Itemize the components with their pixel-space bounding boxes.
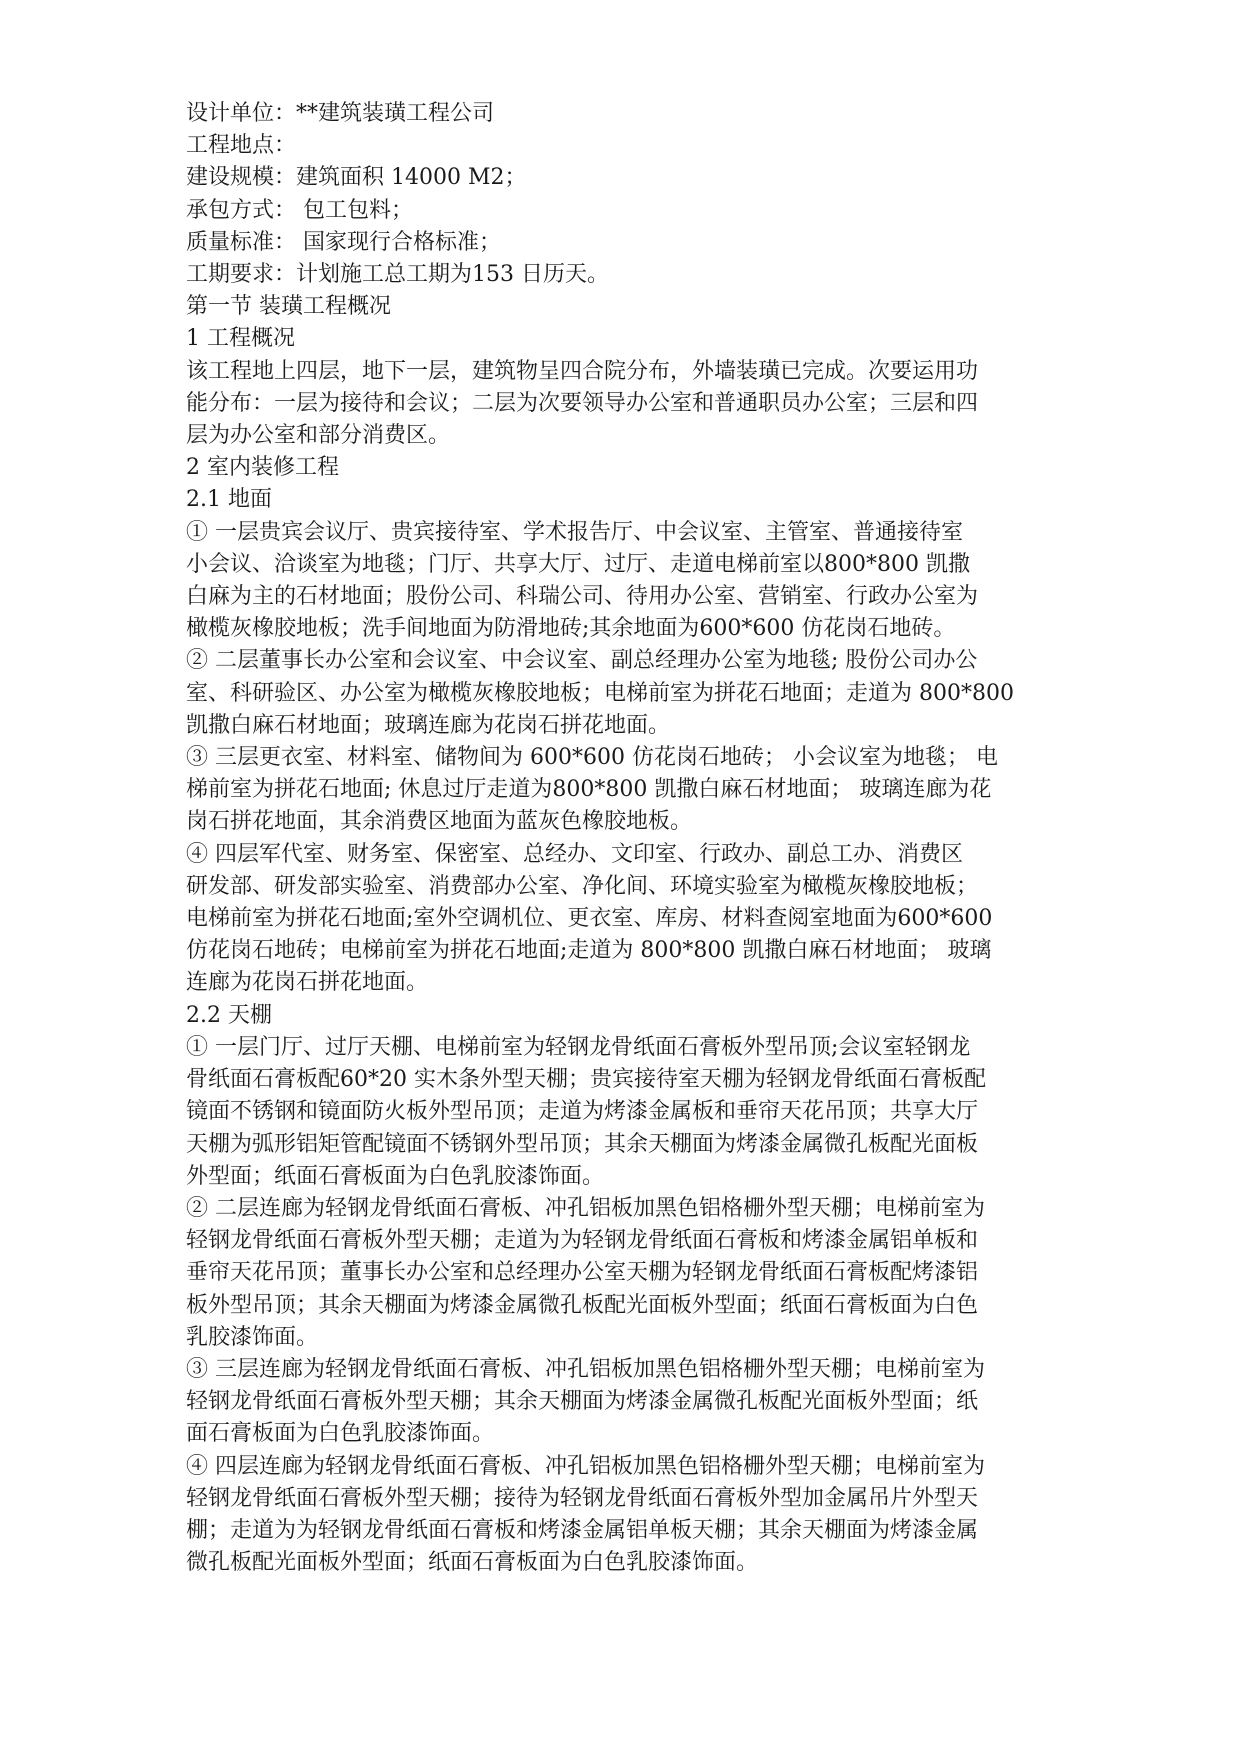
text-line: 垂帘天花吊顶；董事长办公室和总经理办公室天棚为轻钢龙骨纸面石膏板配烤漆铝 [186,1260,979,1286]
text-line: 连廊为花岗石拼花地面。 [186,970,429,996]
text-line: 层为办公室和部分消费区。 [186,423,451,449]
ceiling-item-4 [186,1451,1086,1580]
construction-scale: 建设规模：建筑面积 14000 M2； [186,165,527,191]
text-line: 研发部、研发部实验室、消费部办公室、净化间、环境实验室为橄榄灰橡胶地板； [186,873,979,899]
text-line: ③ 三层更衣室、材料室、储物间为 600*600 仿花岗石地砖； 小会议室为地毯； 电 [186,745,998,771]
text-line: 梯前室为拼花石地面; 休息过厅走道为800*800 凯撒白麻石材地面； 玻璃连廊为花 [186,777,992,803]
text-line: 电梯前室为拼花石地面;室外空调机位、更衣室、库房、材料查阅室地面为600*600 [186,906,993,932]
text-line: 白麻为主的石材地面；股份公司、科瑞公司、待用办公室、营销室、行政办公室为 [186,584,979,610]
floor-heading: 2.1 地面 [186,487,272,513]
ceiling-item-3 [186,1354,1086,1451]
text-line: ① 一层门厅、过厅天棚、电梯前室为轻钢龙骨纸面石膏板外型吊顶;会议室轻钢龙 [186,1034,971,1060]
section-title: 第一节 装璜工程概况 [186,294,391,320]
text-line: ② 二层董事长办公室和会议室、中会议室、副总经理办公室为地毯; 股份公司办公 [186,648,978,674]
text-line: ③ 三层连廊为轻钢龙骨纸面石膏板、冲孔铝板加黑色铝格栅外型天棚；电梯前室为 [186,1356,985,1382]
schedule-requirement: 工期要求：计划施工总工期为153 日历天。 [186,262,609,288]
text-line: 轻钢龙骨纸面石膏板外型天棚；其余天棚面为烤漆金属微孔板配光面板外型面；纸 [186,1389,979,1415]
text-line: 微孔板配光面板外型面；纸面石膏板面为白色乳胶漆饰面。 [186,1550,759,1576]
document-page [186,98,1086,1579]
text-line: 乳胶漆饰面。 [186,1324,319,1350]
text-line: 能分布：一层为接待和会议；二层为次要领导办公室和普通职员办公室；三层和四 [186,390,979,416]
contract-method: 承包方式： 包工包料； [186,197,413,223]
floor-item-2 [186,645,1086,742]
floor-item-1 [186,517,1086,646]
text-line: 轻钢龙骨纸面石膏板外型天棚；接待为轻钢龙骨纸面石膏板外型加金属吊片外型天 [186,1485,979,1511]
interior-heading: 2 室内装修工程 [186,455,339,481]
text-line: 骨纸面石膏板配60*20 实木条外型天棚；贵宾接待室天棚为轻钢龙骨纸面石膏板配 [186,1067,986,1093]
overview-paragraph [186,356,1086,453]
text-line: 该工程地上四层，地下一层，建筑物呈四合院分布，外墙装璜已完成。次要运用功 [186,358,979,384]
text-line: 棚；走道为为轻钢龙骨纸面石膏板和烤漆金属铝单板天棚；其余天棚面为烤漆金属 [186,1517,979,1543]
text-line: 板外型吊顶；其余天棚面为烤漆金属微孔板配光面板外型面；纸面石膏板面为白色 [186,1292,979,1318]
ceiling-heading: 2.2 天棚 [186,1002,272,1028]
floor-item-4 [186,839,1086,1000]
text-line: 天棚为弧形铝矩管配镜面不锈钢外型吊顶；其余天棚面为烤漆金属微孔板配光面板 [186,1131,979,1157]
text-line: 岗石拼花地面，其余消费区地面为蓝灰色橡胶地板。 [186,809,693,835]
ceiling-item-2 [186,1193,1086,1354]
text-line: 凯撒白麻石材地面；玻璃连廊为花岗石拼花地面。 [186,712,671,738]
text-line: 室、科研验区、办公室为橄榄灰橡胶地板；电梯前室为拼花石地面；走道为 800*800 [186,680,1014,706]
text-line: ④ 四层军代室、财务室、保密室、总经办、文印室、行政办、副总工办、消费区 [186,841,963,867]
overview-heading: 1 工程概况 [186,326,295,352]
project-location: 工程地点： [186,133,297,159]
text-line: 镜面不锈钢和镜面防火板外型吊顶；走道为烤漆金属板和垂帘天花吊顶；共享大厅 [186,1099,979,1125]
text-line: 面石膏板面为白色乳胶漆饰面。 [186,1421,495,1447]
text-line: 小会议、洽谈室为地毯；门厅、共享大厅、过厅、走道电梯前室以800*800 凯撒 [186,551,970,577]
text-line: 仿花岗石地砖；电梯前室为拼花石地面;走道为 800*800 凯撒白麻石材地面； 玻璃 [186,938,992,964]
floor-item-3 [186,742,1086,839]
design-unit: 设计单位：**建筑装璜工程公司 [186,101,495,126]
text-line: ① 一层贵宾会议厅、贵宾接待室、学术报告厅、中会议室、主管室、普通接待室 [186,519,963,545]
text-line: ④ 四层连廊为轻钢龙骨纸面石膏板、冲孔铝板加黑色铝格栅外型天棚；电梯前室为 [186,1453,985,1479]
text-line: 橄榄灰橡胶地板；洗手间地面为防滑地砖;其余地面为600*600 仿花岗石地砖。 [186,616,956,642]
quality-standard: 质量标准： 国家现行合格标准； [186,229,501,255]
text-line: 外型面；纸面石膏板面为白色乳胶漆饰面。 [186,1163,605,1189]
ceiling-item-1 [186,1032,1086,1193]
text-line: ② 二层连廊为轻钢龙骨纸面石膏板、冲孔铝板加黑色铝格栅外型天棚；电梯前室为 [186,1195,985,1221]
text-line: 轻钢龙骨纸面石膏板外型天棚；走道为为轻钢龙骨纸面石膏板和烤漆金属铝单板和 [186,1228,979,1254]
